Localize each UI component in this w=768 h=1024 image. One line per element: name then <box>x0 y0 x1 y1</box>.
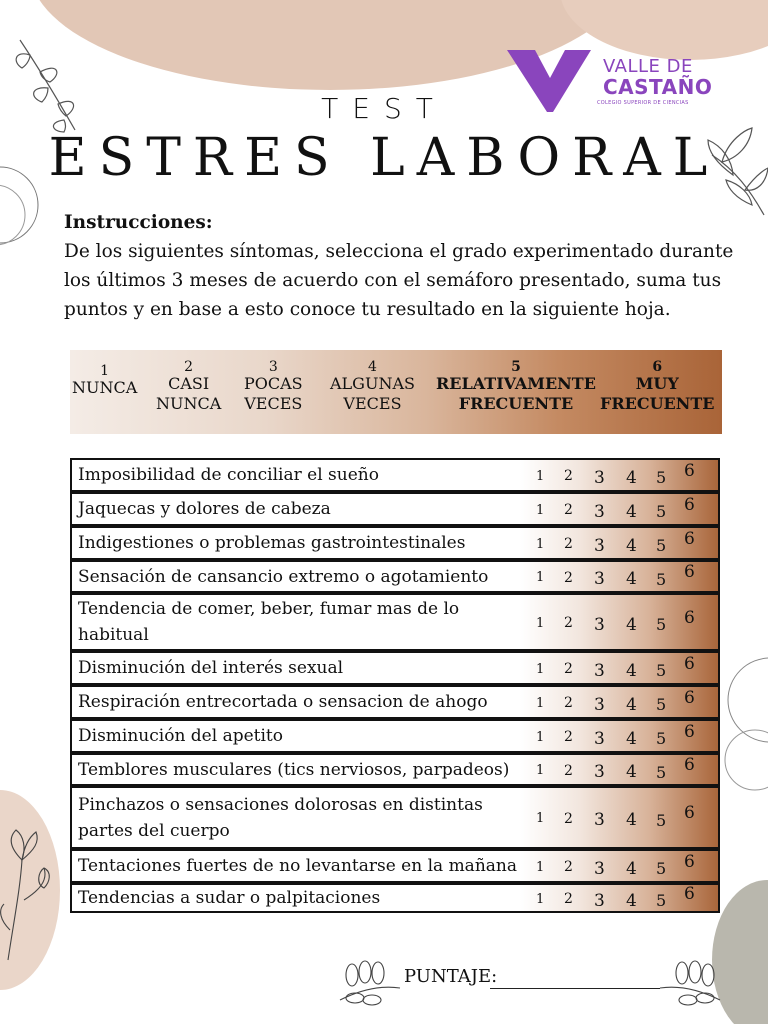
rating-scale <box>520 755 718 784</box>
rating-option-5[interactable]: 5 <box>656 502 667 521</box>
rating-option-2[interactable]: 2 <box>564 569 573 586</box>
rating-option-5[interactable]: 5 <box>656 695 667 714</box>
symptom-label: Jaquecas y dolores de cabeza <box>78 499 331 519</box>
table-row <box>70 786 720 849</box>
rating-option-5[interactable]: 5 <box>656 569 667 589</box>
decorative-blob-bottom-left <box>0 790 60 990</box>
rating-option-4[interactable]: 4 <box>626 660 637 681</box>
rating-option-2[interactable]: 2 <box>564 468 573 484</box>
rating-option-4[interactable]: 4 <box>626 890 637 911</box>
page-title: ESTRES LABORAL <box>48 128 720 188</box>
legend-item: 5 RELATIVAMENTE FRECUENTE <box>436 359 596 413</box>
rating-option-3[interactable]: 3 <box>594 858 605 879</box>
rating-scale <box>520 528 718 558</box>
table-row <box>70 849 720 883</box>
rating-option-1[interactable]: 1 <box>536 859 545 875</box>
scale-legend <box>70 350 722 434</box>
instructions-title: Instrucciones: <box>64 212 213 233</box>
symptom-label: Sensación de cansancio extremo o agotamiento <box>78 566 489 587</box>
rating-option-2[interactable]: 2 <box>564 615 573 631</box>
rating-option-1[interactable]: 1 <box>536 615 545 631</box>
rating-option-6[interactable]: 6 <box>684 562 695 582</box>
table-row <box>70 526 720 560</box>
legend-item: 1 NUNCA <box>72 363 138 397</box>
score-section <box>340 962 730 1002</box>
rating-option-4[interactable]: 4 <box>626 614 637 635</box>
table-row <box>70 593 720 651</box>
rating-scale <box>520 885 718 911</box>
rating-option-1[interactable]: 1 <box>536 570 545 585</box>
table-row <box>70 458 720 492</box>
rating-option-6[interactable]: 6 <box>684 755 695 775</box>
symptom-label: Tentaciones fuertes de no levantarse en la mañana <box>78 856 517 876</box>
symptom-label: Tendencias a sudar o palpitaciones <box>78 888 381 908</box>
instructions-body: De los siguientes síntomas, selecciona el grado experimentado durante los últimos 3 meses de acuerdo con el semáforo presentado, suma tus puntos y en base a esto conoce tu resultado en la siguiente hoja. <box>64 241 734 320</box>
rating-option-1[interactable]: 1 <box>536 661 545 677</box>
rating-option-5[interactable]: 5 <box>656 468 667 487</box>
logo-text-line1: VALLE DE <box>603 56 693 77</box>
rating-option-5[interactable]: 5 <box>656 661 667 680</box>
symptom-label: Pinchazos o sensaciones dolorosas en distintas partes del cuerpo <box>78 794 483 841</box>
symptom-label: Indigestiones o problemas gastrointestinales <box>78 533 466 553</box>
rating-option-3[interactable]: 3 <box>594 890 605 911</box>
rating-option-4[interactable]: 4 <box>626 694 637 715</box>
rating-scale <box>520 653 718 683</box>
symptom-label: Disminución del interés sexual <box>78 658 344 678</box>
score-label: PUNTAJE: <box>404 966 498 987</box>
rating-scale <box>520 687 718 717</box>
decorative-blob-bottom-right <box>712 880 768 1024</box>
rating-option-1[interactable]: 1 <box>536 536 545 552</box>
legend-item: 4 ALGUNAS VECES <box>330 359 415 413</box>
rating-option-5[interactable]: 5 <box>656 536 667 555</box>
table-row <box>70 753 720 786</box>
rating-option-3[interactable]: 3 <box>594 728 605 749</box>
rating-option-3[interactable]: 3 <box>594 501 605 522</box>
rating-option-6[interactable]: 6 <box>684 607 695 628</box>
rating-option-1[interactable]: 1 <box>536 811 545 826</box>
rating-option-2[interactable]: 2 <box>564 661 573 677</box>
rating-option-3[interactable]: 3 <box>594 660 605 681</box>
rating-scale <box>520 494 718 524</box>
rating-option-1[interactable]: 1 <box>536 502 545 518</box>
legend-item: 3 POCAS VECES <box>244 359 303 413</box>
rating-option-6[interactable]: 6 <box>684 653 695 674</box>
rating-option-3[interactable]: 3 <box>594 535 605 556</box>
rating-scale <box>520 788 718 847</box>
rating-option-5[interactable]: 5 <box>656 729 667 748</box>
logo-tagline: COLEGIO SUPERIOR DE CIENCIAS <box>597 100 689 106</box>
table-row <box>70 719 720 753</box>
rating-option-2[interactable]: 2 <box>564 695 573 711</box>
rating-scale <box>520 562 718 591</box>
rating-option-2[interactable]: 2 <box>564 729 573 745</box>
rating-option-4[interactable]: 4 <box>626 535 637 556</box>
rating-scale <box>520 595 718 649</box>
rating-option-6[interactable]: 6 <box>684 721 695 742</box>
rating-option-4[interactable]: 4 <box>626 569 637 589</box>
rating-option-1[interactable]: 1 <box>536 695 545 711</box>
rating-option-1[interactable]: 1 <box>536 891 545 907</box>
circle-outline-icon <box>728 658 768 742</box>
rating-option-5[interactable]: 5 <box>656 615 667 634</box>
symptom-label: Disminución del apetito <box>78 726 283 746</box>
rating-option-1[interactable]: 1 <box>536 729 545 745</box>
rating-option-4[interactable]: 4 <box>626 728 637 749</box>
rating-option-2[interactable]: 2 <box>564 762 573 779</box>
table-row <box>70 883 720 913</box>
rating-option-6[interactable]: 6 <box>684 883 695 904</box>
legend-item: 2 CASI NUNCA <box>156 359 222 413</box>
rating-option-4[interactable]: 4 <box>626 501 637 522</box>
legend-item: 6 MUY FRECUENTE <box>600 359 715 413</box>
rating-option-4[interactable]: 4 <box>626 762 637 782</box>
instructions <box>64 208 736 324</box>
rating-scale <box>520 721 718 751</box>
rating-option-1[interactable]: 1 <box>536 468 545 484</box>
rating-option-6[interactable]: 6 <box>684 851 695 872</box>
rating-option-3[interactable]: 3 <box>594 694 605 715</box>
rating-option-6[interactable]: 6 <box>684 803 695 823</box>
rating-option-4[interactable]: 4 <box>626 858 637 879</box>
rating-option-1[interactable]: 1 <box>536 763 545 778</box>
rating-option-5[interactable]: 5 <box>656 810 667 830</box>
rating-option-6[interactable]: 6 <box>684 528 695 549</box>
title-test: TEST <box>321 92 447 125</box>
table-row <box>70 685 720 719</box>
rating-option-2[interactable]: 2 <box>564 810 573 827</box>
rating-option-4[interactable]: 4 <box>626 467 637 488</box>
rating-option-3[interactable]: 3 <box>594 467 605 488</box>
rating-option-5[interactable]: 5 <box>656 891 667 910</box>
rating-option-6[interactable]: 6 <box>684 687 695 708</box>
rating-option-3[interactable]: 3 <box>594 614 605 635</box>
score-input-line[interactable] <box>490 988 660 989</box>
rating-option-5[interactable]: 5 <box>656 762 667 782</box>
rating-option-5[interactable]: 5 <box>656 859 667 878</box>
rating-option-3[interactable]: 3 <box>594 762 605 782</box>
rating-option-6[interactable]: 6 <box>684 460 695 481</box>
rating-option-2[interactable]: 2 <box>564 502 573 518</box>
rating-option-3[interactable]: 3 <box>594 810 605 830</box>
logo-text-line2: CASTAÑO <box>603 75 713 99</box>
symptom-label: Tendencia de comer, beber, fumar mas de lo habitual <box>78 599 460 645</box>
rating-option-4[interactable]: 4 <box>626 810 637 830</box>
table-row <box>70 651 720 685</box>
rating-scale <box>520 851 718 881</box>
rating-option-2[interactable]: 2 <box>564 891 573 907</box>
symptom-label: Imposibilidad de conciliar el sueño <box>78 465 379 485</box>
symptom-label: Respiración entrecortada o sensacion de ahogo <box>78 692 488 712</box>
rating-option-2[interactable]: 2 <box>564 859 573 875</box>
rating-option-3[interactable]: 3 <box>594 569 605 589</box>
rating-scale <box>520 460 718 490</box>
table-row <box>70 560 720 593</box>
symptom-label: Temblores musculares (tics nerviosos, parpadeos) <box>78 759 510 780</box>
rating-option-6[interactable]: 6 <box>684 494 695 515</box>
rating-option-2[interactable]: 2 <box>564 536 573 552</box>
table-row <box>70 492 720 526</box>
